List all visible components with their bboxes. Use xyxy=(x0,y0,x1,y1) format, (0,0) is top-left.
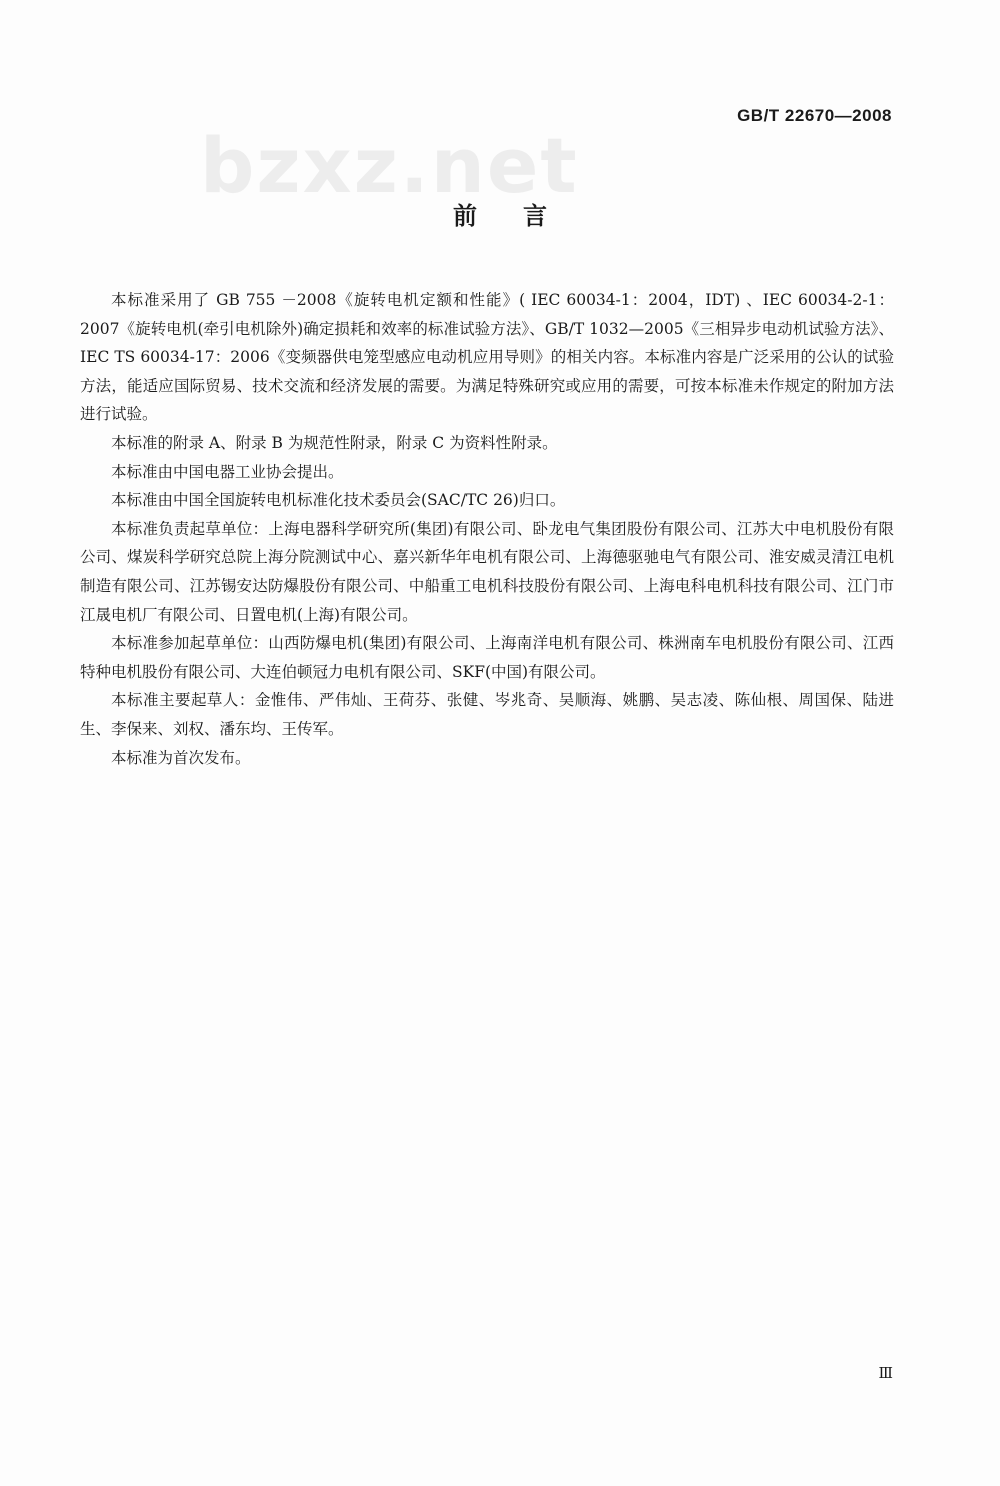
paragraph-first-release: 本标准为首次发布。 xyxy=(111,748,251,767)
foreword-body xyxy=(80,286,894,772)
paragraph-drafting-units: 本标准负责起草单位：上海电器科学研究所(集团)有限公司、卧龙电气集团股份有限公司、江苏大中电机股份有限公司、煤炭科学研究总院上海分院测试中心、嘉兴新华年电机有限公司、上海德驱驰电气有限公司、淮安威灵清江电机制造有限公司、江苏锡安达防爆股份有限公司、中船重工电机科技股份有限公司、上海电科电机科技有限公司、江门市江晟电机厂有限公司、日置电机(上海)有限公司。 xyxy=(80,519,894,624)
paragraph-participating-units: 本标准参加起草单位：山西防爆电机(集团)有限公司、上海南洋电机有限公司、株洲南车电机股份有限公司、江西特种电机股份有限公司、大连伯顿冠力电机有限公司、SKF(中国)有限公司。 xyxy=(80,634,894,681)
paragraph-proposer: 本标准由中国电器工业协会提出。 xyxy=(111,462,344,481)
paragraph-drafters: 本标准主要起草人：金惟伟、严伟灿、王荷芬、张健、岑兆奇、吴顺海、姚鹏、吴志凌、陈仙根、周国保、陆进生、李保来、刘权、潘东均、王传军。 xyxy=(80,691,894,738)
standard-code: GB/T 22670—2008 xyxy=(737,106,892,125)
watermark: bzxz.net xyxy=(200,121,579,210)
paragraph-committee: 本标准由中国全国旋转电机标准化技术委员会(SAC/TC 26)归口。 xyxy=(111,491,566,510)
page-number: Ⅲ xyxy=(878,1364,893,1382)
paragraph-adoption: 本标准采用了 GB 755 －2008《旋转电机定额和性能》( IEC 60034-1：2004，IDT) 、IEC 60034-2-1：2007《旋转电机(牵引电机除外)确定损耗和效率的标准试验方法》、GB/T 1032—2005《三相异步电动机试验方法》、IEC TS 60034-17：2006《变频器供电笼型感应电动机应用导则》的相关内容。本标准内容是广泛采用的公认的试验方法，能适应国际贸易、技术交流和经济发展的需要。为满足特殊研究或应用的需要，可按本标准未作规定的附加方法进行试验。 xyxy=(80,291,894,424)
page-title: 前言 xyxy=(453,202,593,230)
paragraph-annexes: 本标准的附录 A、附录 B 为规范性附录，附录 C 为资料性附录。 xyxy=(111,433,558,452)
